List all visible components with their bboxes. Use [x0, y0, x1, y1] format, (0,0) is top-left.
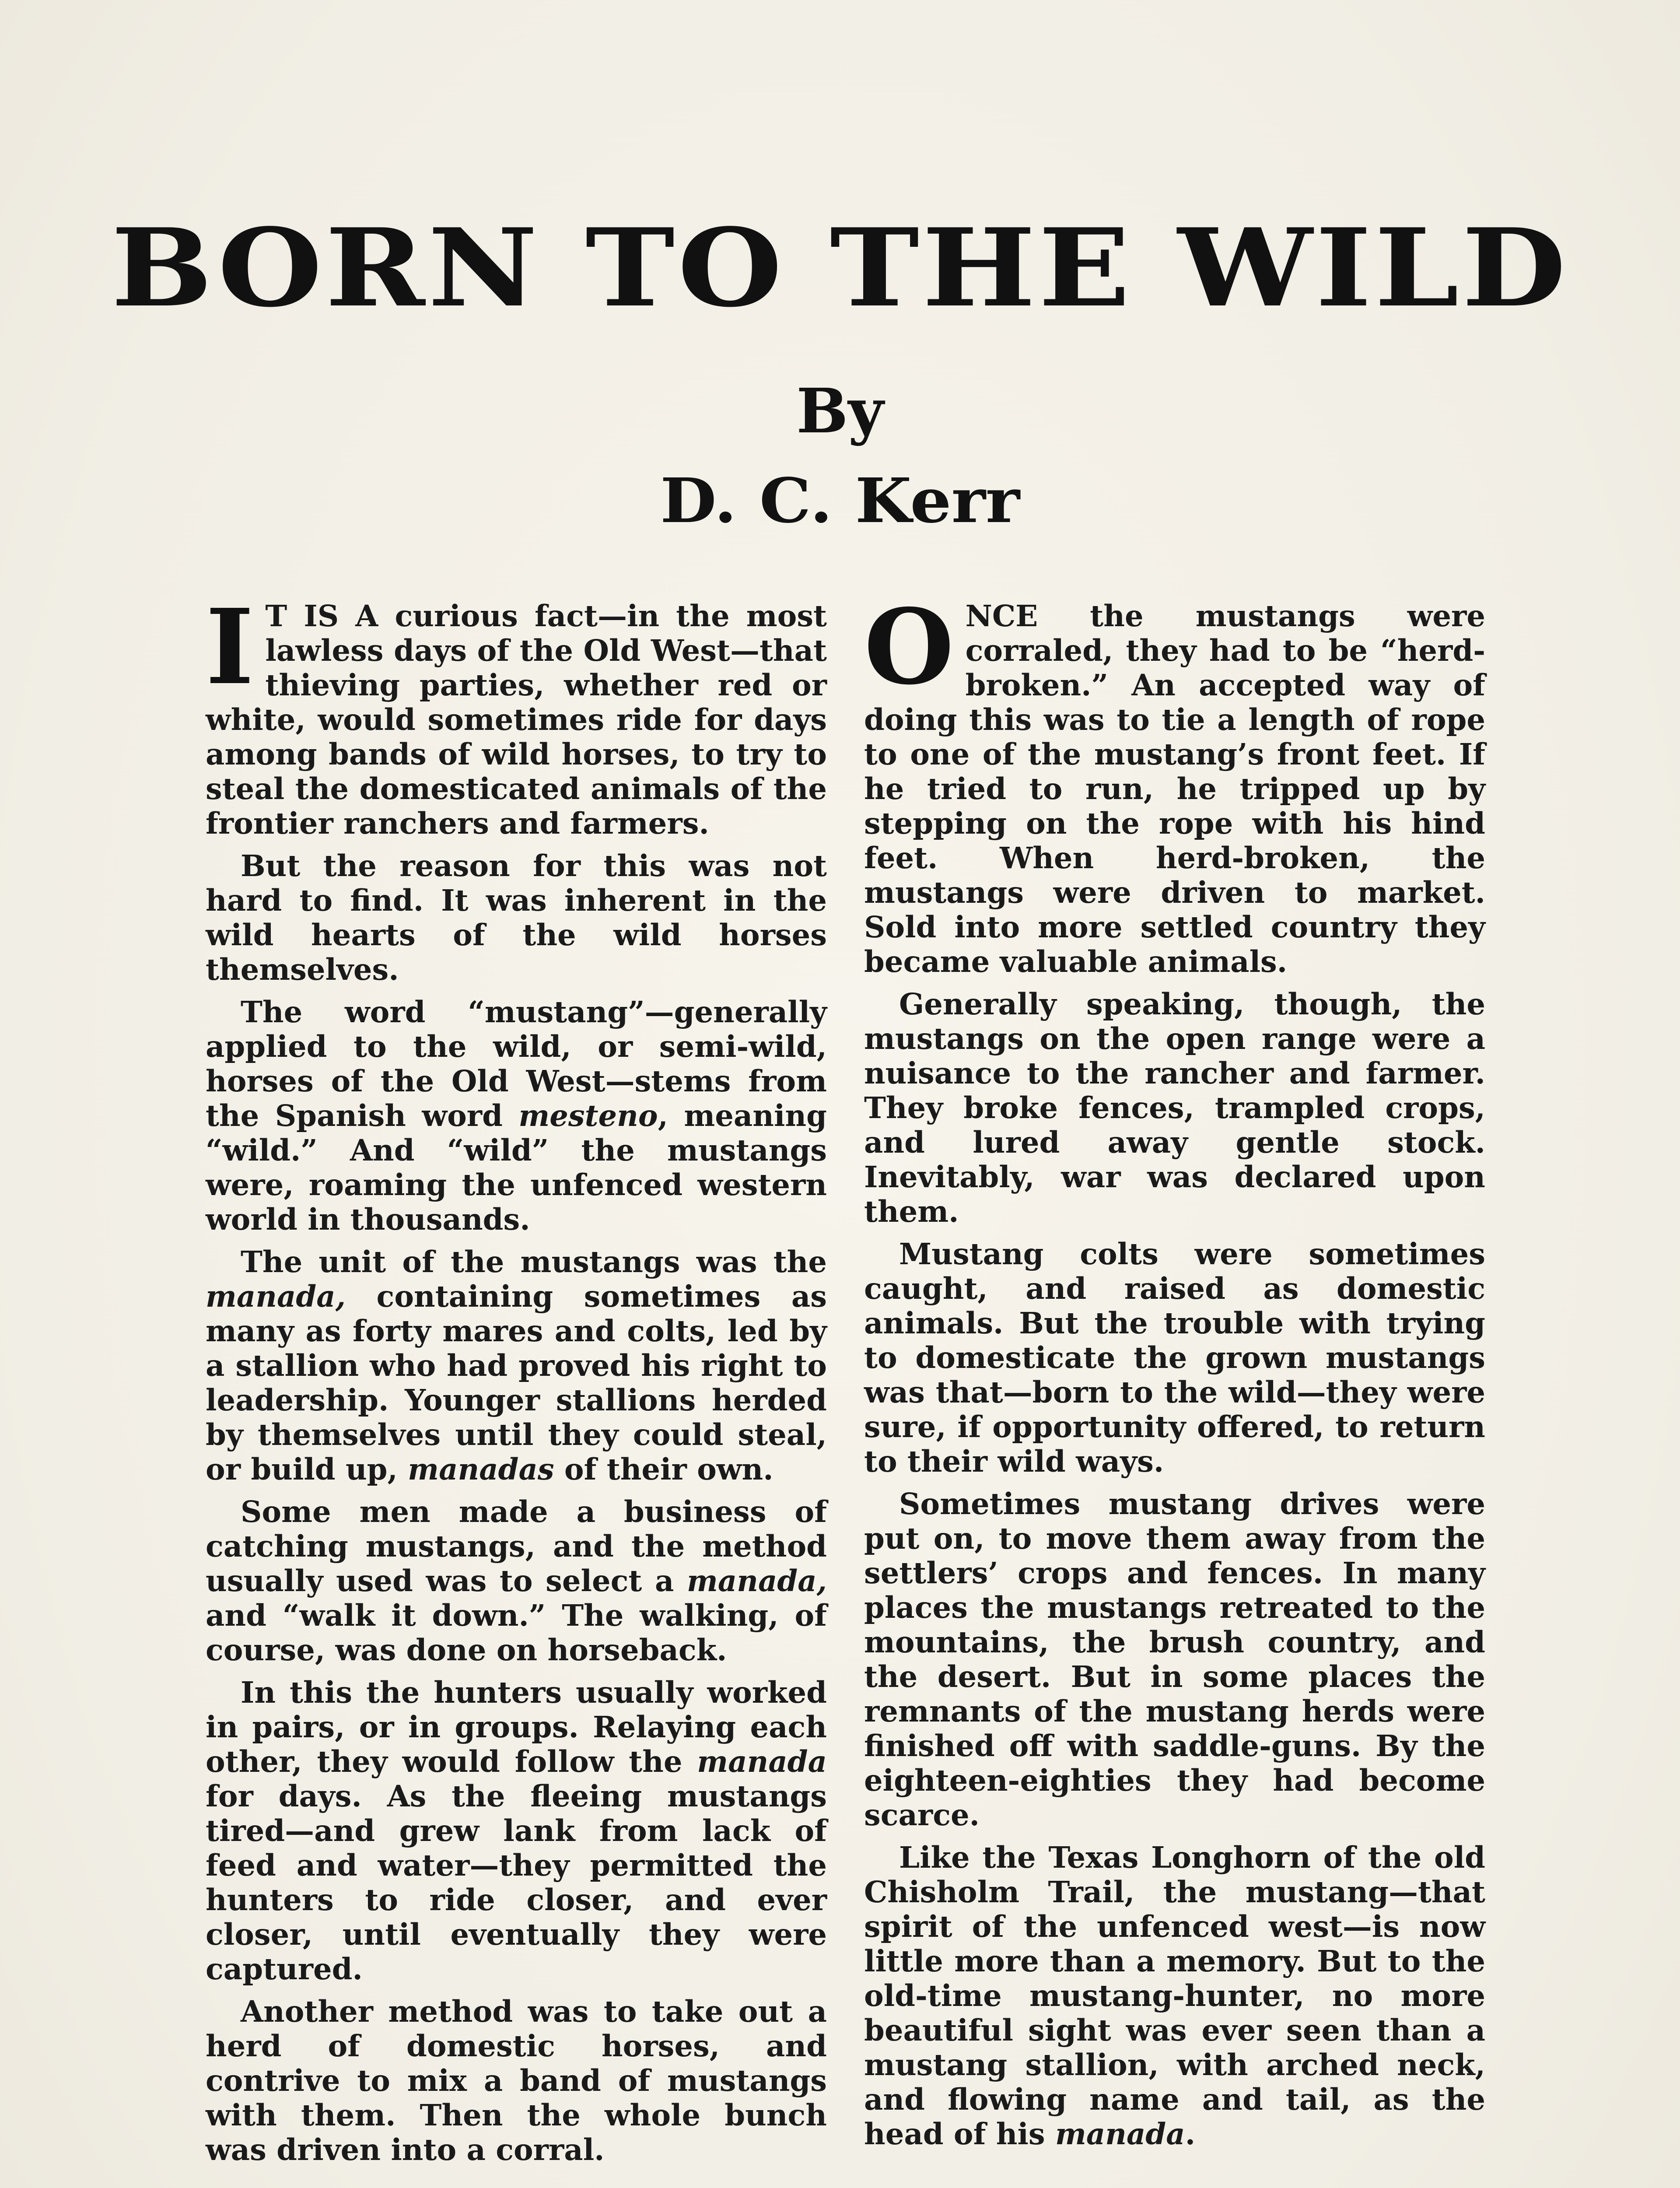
story-title: BORN TO THE WILD [111, 205, 1569, 331]
right-column [864, 586, 1485, 2159]
left-column [206, 586, 827, 2175]
paragraph: Like the Texas Longhorn of the old Chisholm Trail, the mustang—that spirit of the unfenced west—is now little more than a memory. But to the old-time mustang-hunter, no more beautiful sight was ever seen than a mustang stallion, with arched neck, and flowing name and tail, as the head of his manada. [864, 1840, 1485, 2151]
paragraph: But the reason for this was not hard to find. It was inherent in the wild hearts of the wild horses themselves. [206, 849, 827, 987]
paragraph: Sometimes mustang drives were put on, to move them away from the settlers’ crops and fences. In many places the mustangs retreated to the mountains, the brush country, and the desert. But in some places the remnants of the mustang herds were finished off with saddle-guns. By the eighteen-eighties they had become scarce. [864, 1487, 1485, 1832]
paragraph: The unit of the mustangs was the manada, containing sometimes as many as forty mares and colts, led by a stallion who had proved his right to leadership. Younger stallions herded by themselves until they could steal, or build up, manadas of their own. [206, 1245, 827, 1487]
paragraph: Generally speaking, though, the mustangs on the open range were a nuisance to the rancher and farmer. They broke fences, trampled crops, and lured away gentle stock. Inevitably, war was declared upon them. [864, 987, 1485, 1229]
paragraph: ONCE the mustangs were corraled, they had to be “herd-broken.” An accepted way of doing this was to tie a length of rope to one of the mustang’s front feet. If he tried to run, he tripped up by stepping on the rope with his hind feet. When herd-broken, the mustangs were driven to market. Sold into more settled country they became valuable animals. [864, 586, 1485, 979]
paragraph: The word “mustang”—generally applied to the wild, or semi-wild, horses of the Old West—stems from the Spanish word mesteno, meaning “wild.” And “wild” the mustangs were, roaming the unfenced western world in thousands. [206, 995, 827, 1237]
paragraph: Some men made a business of catching mustangs, and the method usually used was to select a manada, and “walk it down.” The walking, of course, was done on horseback. [206, 1494, 827, 1667]
paragraph: In this the hunters usually worked in pairs, or in groups. Relaying each other, they would follow the manada for days. As the fleeing mustangs tired—and grew lank from lack of feed and water—they permitted the hunters to ride closer, and ever closer, until eventually they were captured. [206, 1675, 827, 1986]
paragraph: I T IS A curious fact—in the most lawless days of the Old West—that thieving parties, whether red or white, would sometimes ride for days among bands of wild horses, to try to steal the domesticated animals of the frontier ranchers and farmers. [206, 586, 827, 841]
byline-by: By [796, 375, 884, 447]
drop-cap: I [206, 586, 254, 708]
drop-cap: O [864, 586, 954, 708]
paragraph: Another method was to take out a herd of domestic horses, and contrive to mix a band of mustangs with them. Then the whole bunch was driven into a corral. [206, 1994, 827, 2167]
byline-author: D. C. Kerr [660, 465, 1020, 537]
paragraph: Mustang colts were sometimes caught, and raised as domestic animals. But the trouble with trying to domesticate the grown mustangs was that—born to the wild—they were sure, if opportunity offered, to return to their wild ways. [864, 1237, 1485, 1479]
